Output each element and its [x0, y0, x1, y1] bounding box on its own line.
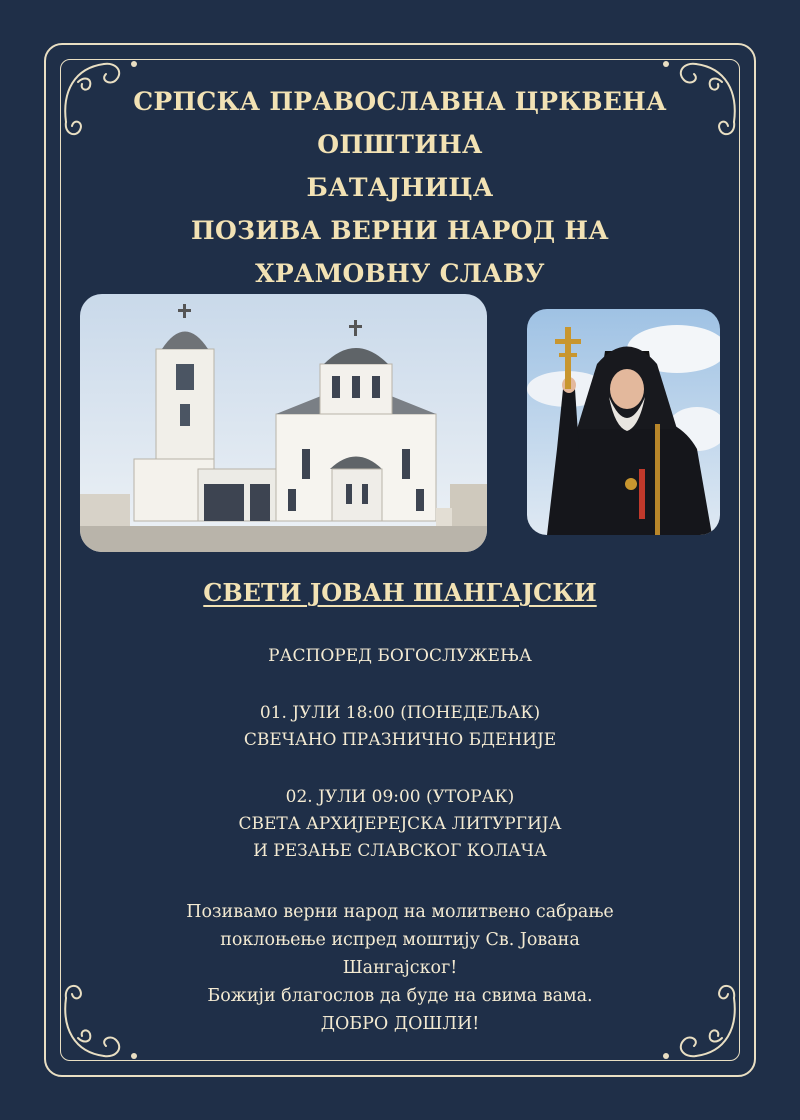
invitation-text — [100, 898, 700, 1038]
schedule-date: 01. ЈУЛИ 18:00 (ПОНЕДЕЉАК) — [259, 703, 541, 723]
invitation-line: Шангајског! — [342, 958, 458, 978]
title-line: ПОЗИВА ВЕРНИ НАРОД НА — [191, 216, 609, 245]
title-line: ХРАМОВНУ СЛАВУ — [255, 259, 545, 288]
title-line: ОПШТИНА — [317, 130, 483, 159]
invitation-line: ДОБРО ДОШЛИ! — [320, 1014, 480, 1034]
bishop-photo — [527, 309, 720, 535]
title-line: БАТАЈНИЦА — [306, 173, 494, 202]
schedule-service: СВЕТА АРХИЈЕРЕЈСКА ЛИТУРГИЈА — [238, 814, 562, 834]
saint-name: СВЕТИ ЈОВАН ШАНГАЈСКИ — [203, 578, 597, 607]
schedule-day-2 — [100, 784, 700, 865]
schedule-day-1 — [100, 700, 700, 754]
schedule-service: И РЕЗАЊЕ СЛАВСКОГ КОЛАЧА — [253, 841, 547, 861]
title-line: СРПСКА ПРАВОСЛАВНА ЦРКВЕНА — [133, 87, 667, 116]
schedule-date: 02. ЈУЛИ 09:00 (УТОРАК) — [285, 787, 515, 807]
church-photo — [80, 294, 487, 552]
schedule-service: СВЕЧАНО ПРАЗНИЧНО БДЕНИЈЕ — [243, 730, 557, 750]
invitation-line: Божији благослов да буде на свима вама. — [207, 986, 593, 1006]
schedule-heading: РАСПОРЕД БОГОСЛУЖЕЊА — [268, 646, 532, 666]
invitation-line: поклоњење испред моштију Св. Јована — [220, 930, 580, 950]
invitation-line: Позивамо верни народ на молитвено сабрање — [186, 902, 614, 922]
poster-title — [100, 80, 700, 295]
